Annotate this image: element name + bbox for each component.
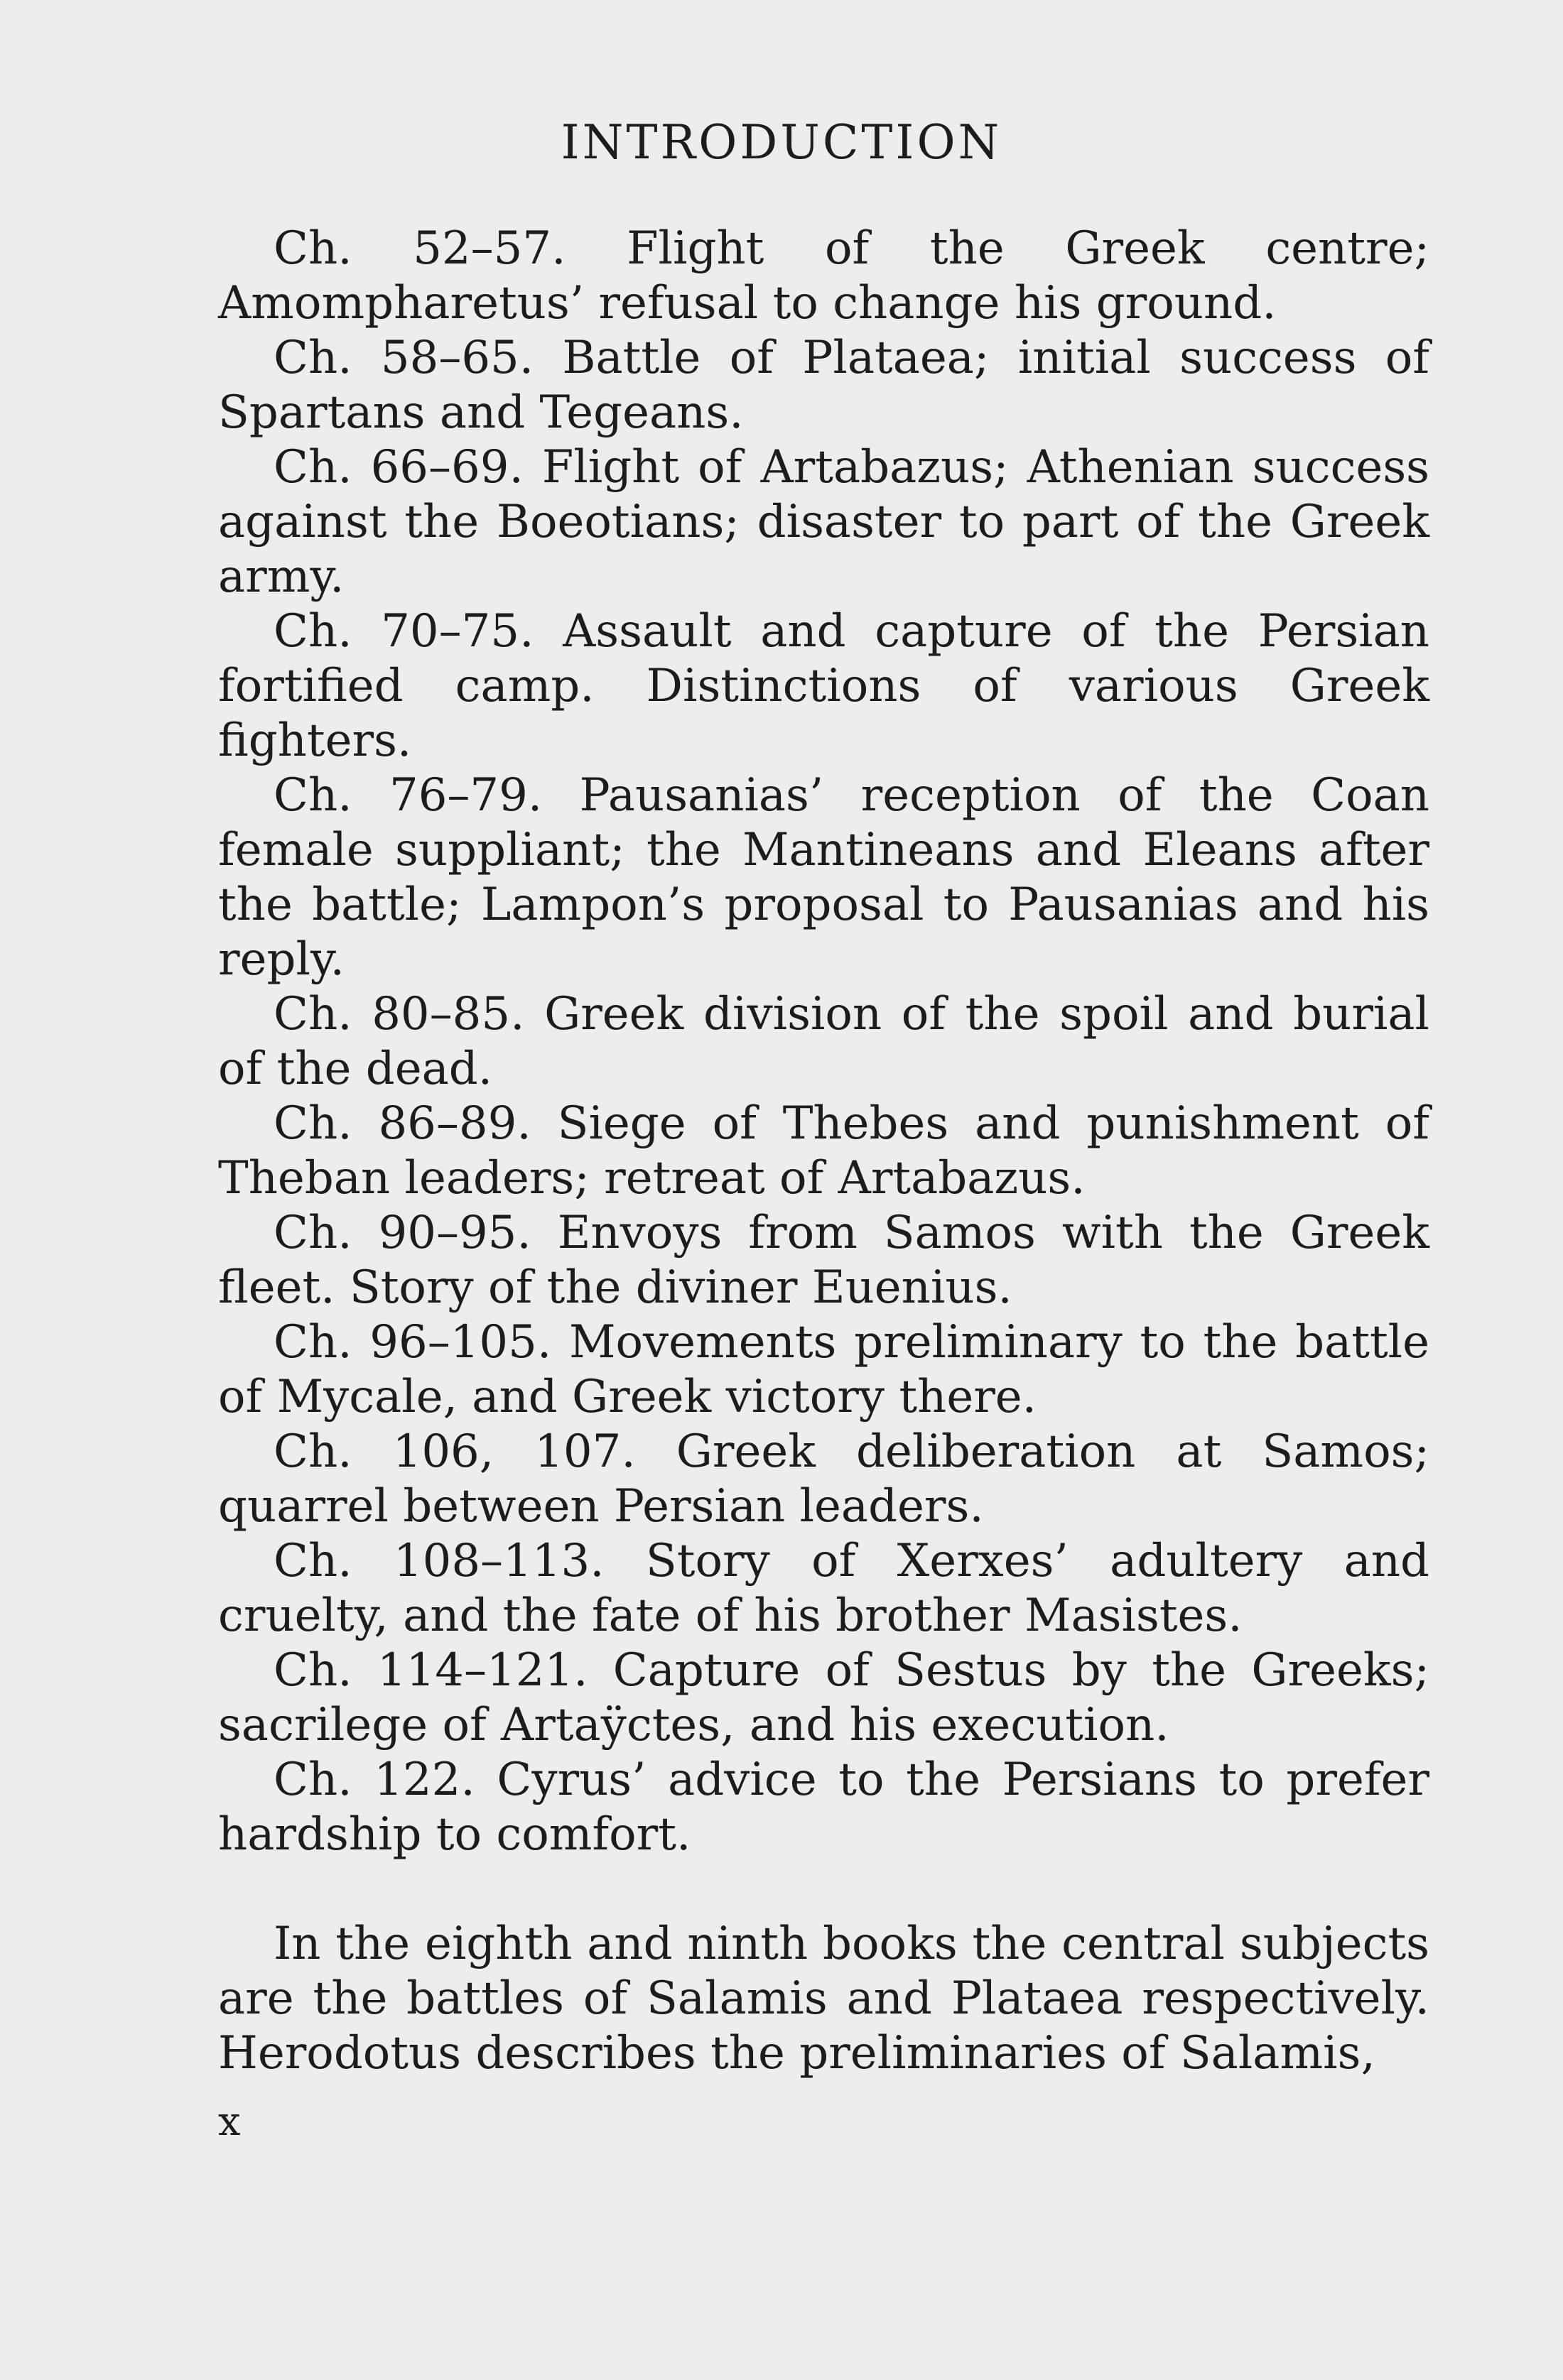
chapter-entry: Ch. 58–65. Battle of Plataea; initial success of Spartans and Tegeans. (218, 332, 1429, 439)
chapter-entry: Ch. 70–75. Assault and capture of the Persian fortified camp. Distinctions of various Greek fighters. (218, 605, 1429, 767)
chapter-entry: Ch. 52–57. Flight of the Greek centre; Amompharetus’ refusal to change his ground. (218, 222, 1429, 330)
running-head: INTRODUCTION (561, 115, 1002, 170)
chapter-entry: Ch. 80–85. Greek division of the spoil and burial of the dead. (218, 988, 1429, 1095)
page-number: x (218, 2099, 241, 2145)
chapter-entry: Ch. 106, 107. Greek deliberation at Samos; quarrel between Persian leaders. (218, 1425, 1429, 1533)
chapter-entry: Ch. 86–89. Siege of Thebes and punishment of Theban leaders; retreat of Artabazus. (218, 1097, 1429, 1205)
chapter-entry: Ch. 108–113. Story of Xerxes’ adultery and cruelty, and the fate of his brother Masistes. (218, 1535, 1429, 1642)
paragraph-gap (218, 1862, 1429, 1917)
chapter-entry: Ch. 96–105. Movements preliminary to the battle of Mycale, and Greek victory there. (218, 1316, 1429, 1423)
chapter-entry: Ch. 76–79. Pausanias’ reception of the Coan female suppliant; the Mantineans and Eleans after the battle; Lampon’s proposal to Pausanias and his reply. (218, 769, 1429, 986)
text-block (218, 222, 1429, 2081)
chapter-entry: Ch. 114–121. Capture of Sestus by the Greeks; sacrilege of Artaÿctes, and his execution. (218, 1644, 1429, 1751)
chapter-entry: Ch. 122. Cyrus’ advice to the Persians to prefer hardship to comfort. (218, 1754, 1429, 1861)
chapter-entry: Ch. 90–95. Envoys from Samos with the Greek fleet. Story of the diviner Euenius. (218, 1207, 1429, 1314)
body-paragraph: In the eighth and ninth books the central subjects are the battles of Salamis and Plataea respectively. Herodotus describes the preliminaries of Salamis, (218, 1918, 1429, 2080)
chapter-entry: Ch. 66–69. Flight of Artabazus; Athenian success against the Boeotians; disaster to part of the Greek army. (218, 441, 1429, 603)
